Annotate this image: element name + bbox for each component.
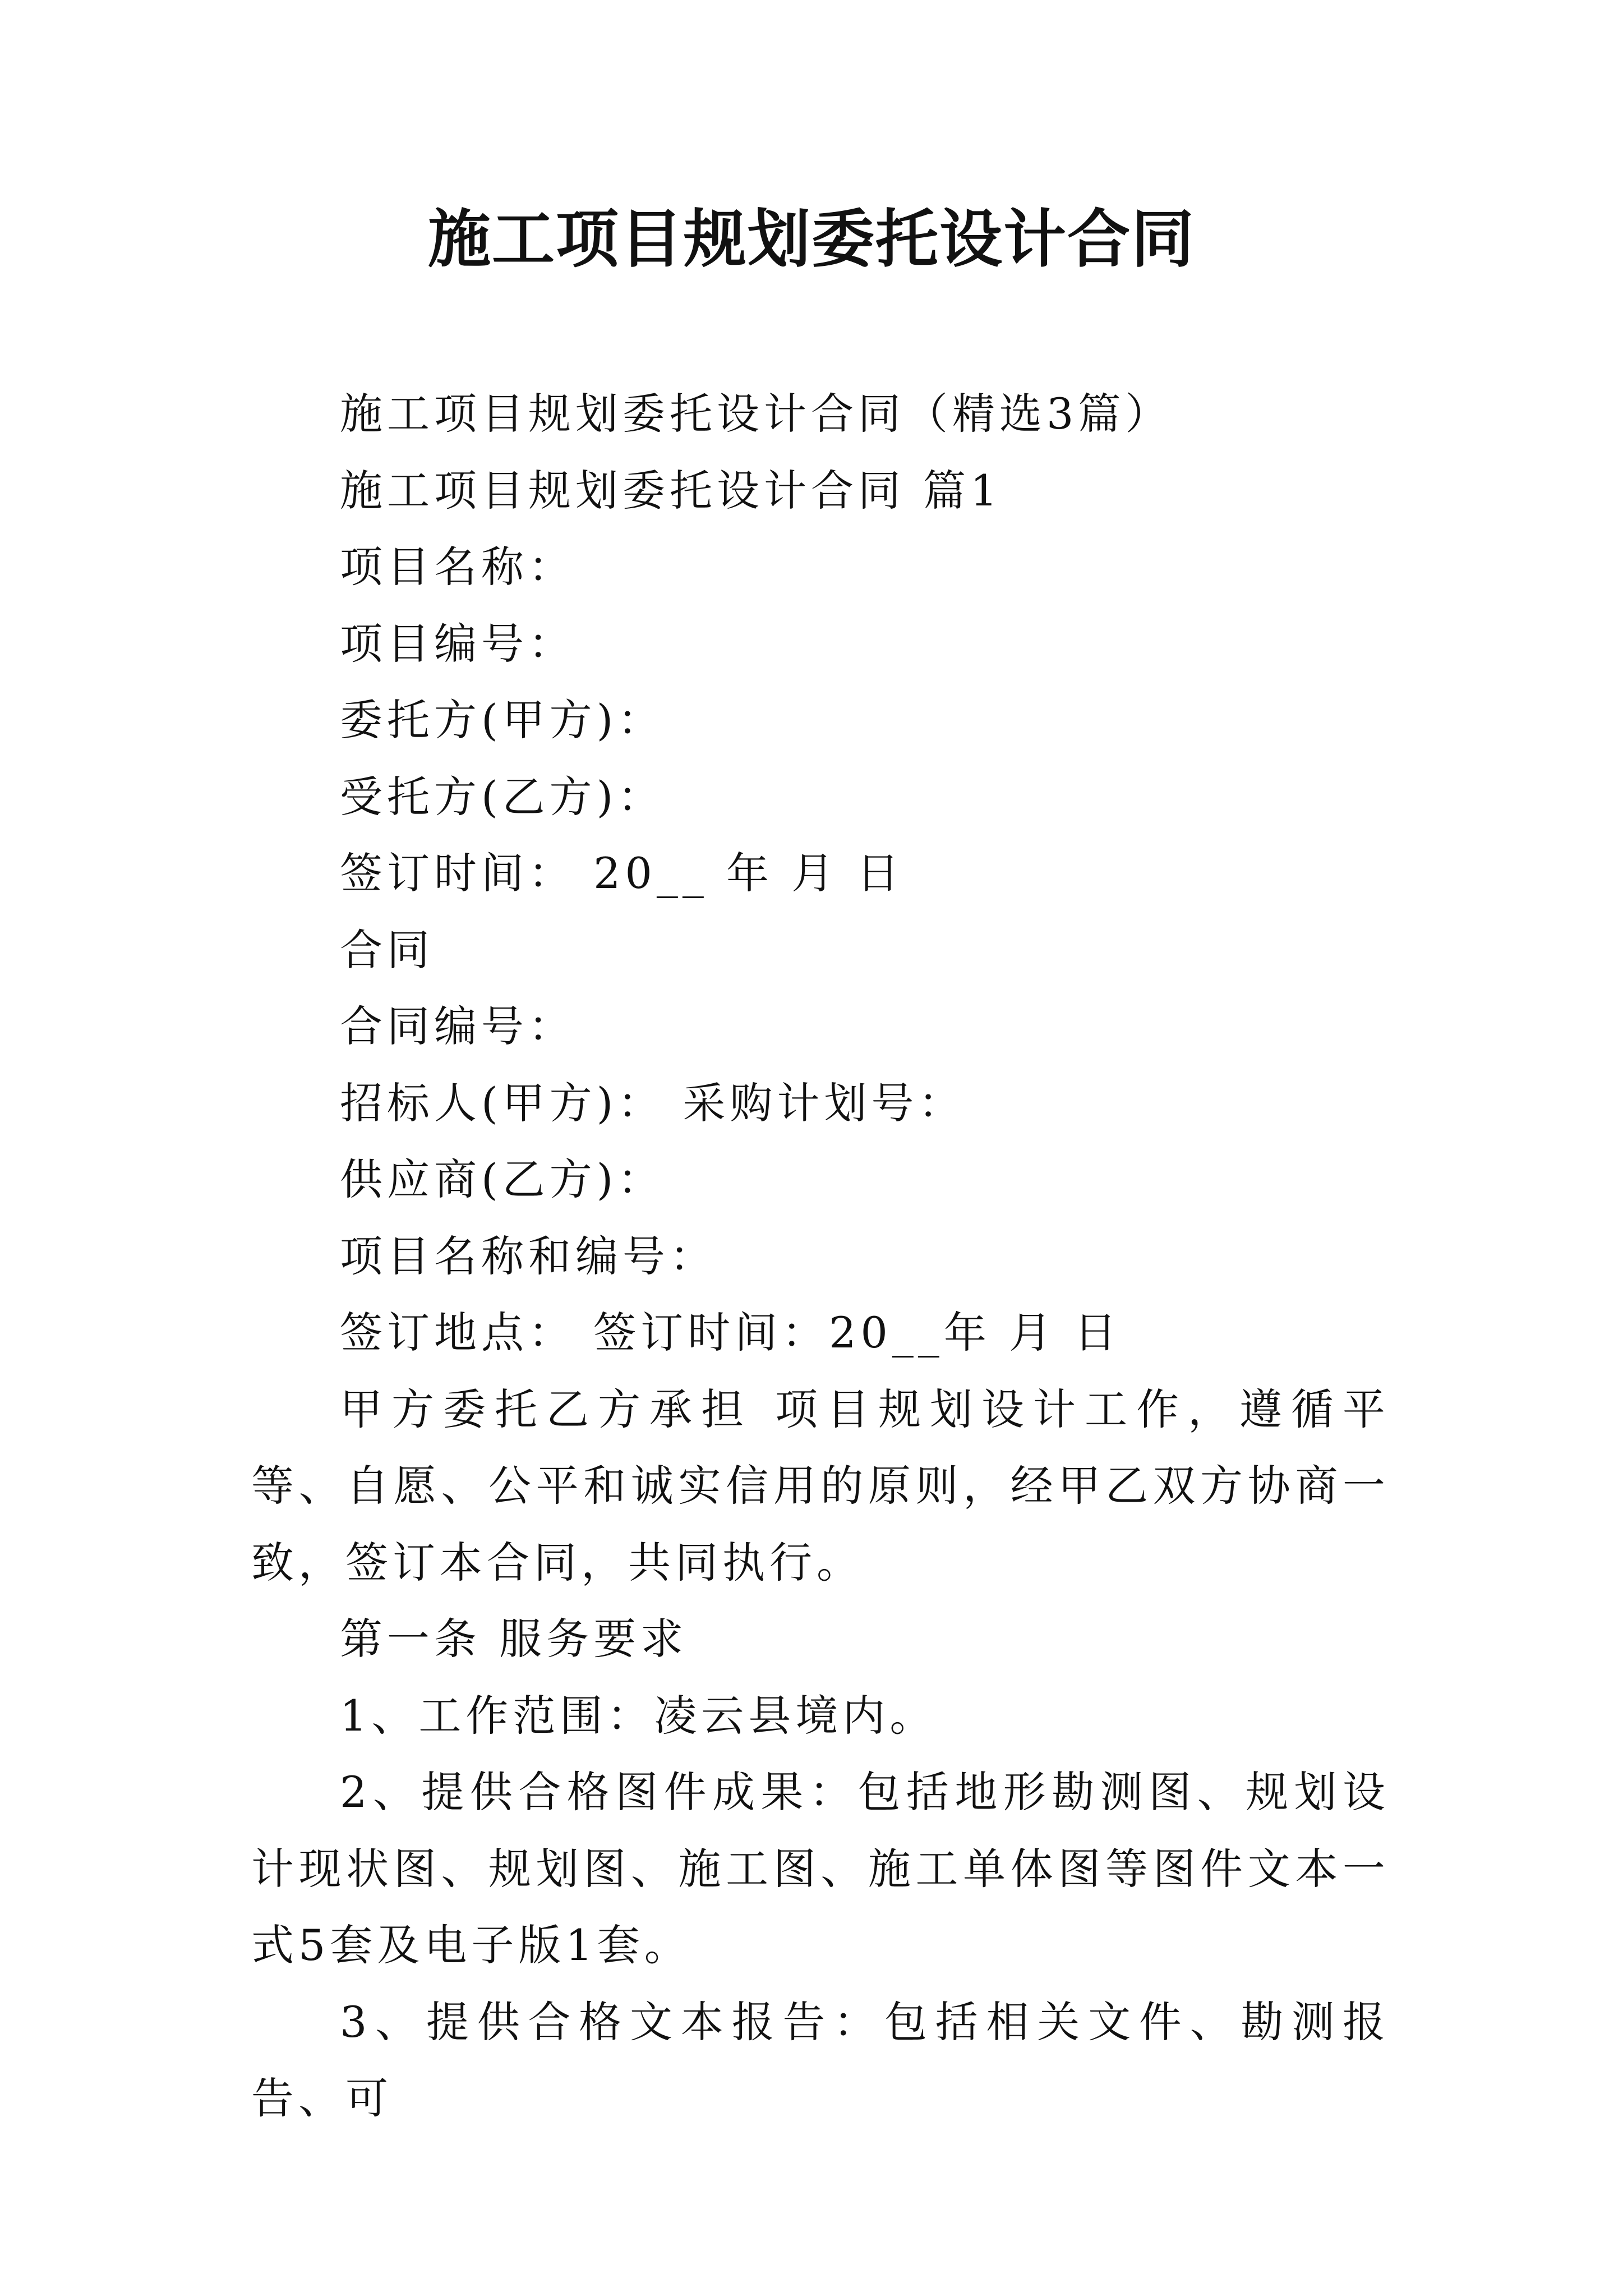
document-title: 施工项目规划委托设计合同	[428, 203, 1195, 276]
clause-1: 1、工作范围：凌云县境内。	[340, 1690, 937, 1741]
clause-2: 2、提供合格图件成果：包括地形勘测图、规划设计现状图、规划图、施工图、施工单体图等图件文本一式5套及电子版1套。	[251, 1767, 1390, 1970]
field-contractor-party-b: 受托方(乙方)：	[340, 771, 665, 822]
field-supplier-party-b: 供应商(乙方)：	[340, 1154, 665, 1204]
field-contract-number: 合同编号：	[340, 1001, 575, 1051]
article-1-heading: 第一条 服务要求	[340, 1614, 688, 1664]
field-project-name-number: 项目名称和编号：	[340, 1231, 717, 1281]
field-project-name: 项目名称：	[340, 542, 575, 592]
field-signing-place-date: 签订地点： 签订时间：20__年 月 日	[340, 1308, 1122, 1358]
field-tenderer-procurement: 招标人(甲方)： 采购计划号：	[340, 1078, 966, 1128]
field-client-party-a: 委托方(甲方)：	[340, 695, 665, 745]
paragraph-part-heading: 施工项目规划委托设计合同 篇1	[340, 465, 1002, 516]
field-project-number: 项目编号：	[340, 618, 575, 669]
section-contract-heading: 合同	[340, 924, 434, 975]
clause-3: 3、提供合格文本报告：包括相关文件、勘测报告、可	[251, 1996, 1390, 2123]
paragraph-subtitle: 施工项目规划委托设计合同（精选3篇）	[340, 389, 1173, 439]
paragraph-preamble: 甲方委托乙方承担 项目规划设计工作，遵循平等、自愿、公平和诚实信用的原则，经甲乙双方协商一致，签订本合同，共同执行。	[251, 1384, 1390, 1588]
field-signing-date: 签订时间： 20__ 年 月 日	[340, 848, 904, 898]
document-body	[251, 376, 1390, 2137]
